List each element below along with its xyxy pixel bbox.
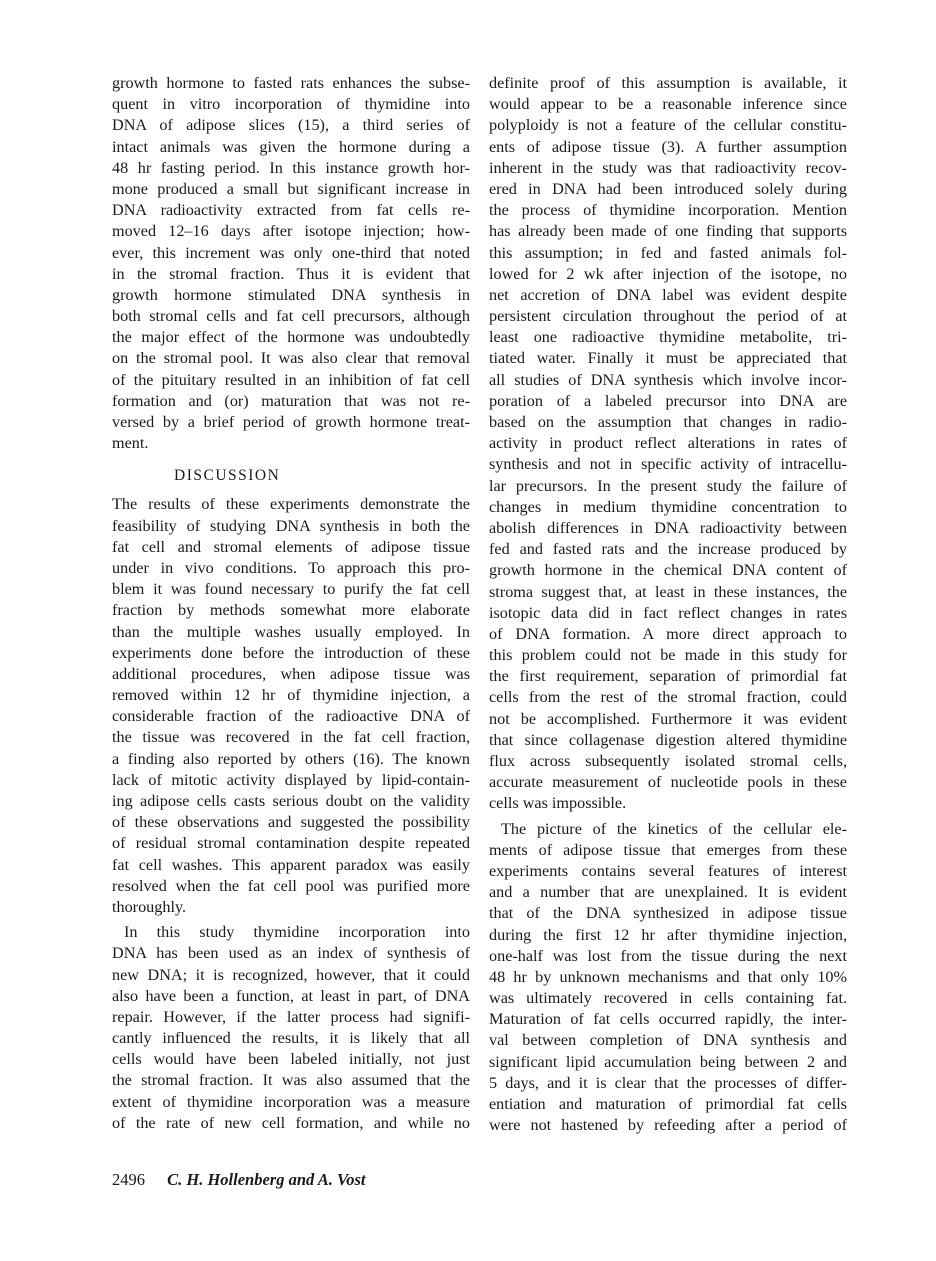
text-line: formation and (or) maturation that was not re- <box>112 391 470 410</box>
text-line: moved 12–16 days after isotope injection; how- <box>112 222 470 241</box>
text-line: The picture of the kinetics of the cellular ele- <box>501 819 847 838</box>
text-line: ments of adipose tissue that emerges from these <box>489 840 847 859</box>
text-line: DNA of adipose slices (15), a third series of <box>112 116 470 135</box>
text-line: In this study thymidine incorporation into <box>124 923 470 942</box>
left-column <box>112 73 470 1138</box>
text-line: experiments done before the introduction of these <box>112 643 470 662</box>
text-line: ents of adipose tissue (3). A further assumption <box>489 137 847 156</box>
text-line: activity in product reflect alterations in rates of <box>489 434 847 453</box>
text-line: cantly influenced the results, it is likely that all <box>112 1029 470 1048</box>
text-line: 48 hr fasting period. In this instance growth hor- <box>112 158 470 177</box>
text-line: persistent circulation throughout the period of at <box>489 307 847 326</box>
text-line: the tissue was recovered in the fat cell fraction, <box>112 728 470 747</box>
text-line: mone produced a small but significant increase in <box>112 179 470 198</box>
text-line: feasibility of studying DNA synthesis in both the <box>112 516 470 535</box>
text-line: both stromal cells and fat cell precursors, although <box>112 307 470 326</box>
text-line: DNA has been used as an index of synthesis of <box>112 944 470 963</box>
text-line: isotopic data did in fact reflect changes in rates <box>489 603 847 622</box>
text-line: lowed for 2 wk after injection of the isotope, no <box>489 264 847 283</box>
text-line: tiated water. Finally it must be appreciated that <box>489 349 847 368</box>
text-line: under in vivo conditions. To approach this pro- <box>112 558 470 577</box>
text-line: of the pituitary resulted in an inhibition of fat cell <box>112 370 470 389</box>
text-line: not be accomplished. Furthermore it was evident <box>489 709 847 728</box>
text-line: this problem could not be made in this study for <box>489 646 847 665</box>
text-line: abolish differences in DNA radioactivity between <box>489 518 847 537</box>
text-line: has already been made of one finding that supports <box>489 222 847 241</box>
text-line: additional procedures, when adipose tissue was <box>112 664 470 683</box>
text-line: least one radioactive thymidine metabolite, tri- <box>489 328 847 347</box>
text-line: cells was impossible. <box>489 794 627 813</box>
text-line: that since collagenase digestion altered thymidine <box>489 730 847 749</box>
text-line: experiments contains several features of interest <box>489 861 847 880</box>
text-line: considerable fraction of the radioactive DNA of <box>112 707 470 726</box>
text-line: fraction by methods somewhat more elaborate <box>112 601 470 620</box>
text-line: net accretion of DNA label was evident despite <box>489 285 847 304</box>
text-line: of residual stromal contamination despite repeated <box>112 834 470 853</box>
text-line: synthesis and not in specific activity of intracellu- <box>489 455 847 474</box>
paragraph <box>112 73 470 454</box>
text-line: than the multiple washes usually employed. In <box>112 622 470 641</box>
text-line: ing adipose cells casts serious doubt on the validity <box>112 792 470 810</box>
text-line: val between completion of DNA synthesis and <box>489 1031 847 1050</box>
right-column <box>489 73 847 1140</box>
text-line: ever, this increment was only one-third that noted <box>112 243 470 262</box>
text-line: resolved when the fat cell pool was purified more <box>112 876 470 895</box>
text-line: the major effect of the hormone was undoubtedly <box>112 328 470 347</box>
text-line: blem it was found necessary to purify the fat cell <box>112 580 470 599</box>
text-line: inherent in the study was that radioactivity recov- <box>489 158 847 177</box>
text-line: quent in vitro incorporation of thymidine into <box>112 95 470 114</box>
text-line: thoroughly. <box>112 897 187 916</box>
text-line: ment. <box>112 434 149 453</box>
text-line: accurate measurement of nucleotide pools in these <box>489 773 847 792</box>
text-line: Maturation of fat cells occurred rapidly, the inter- <box>489 1010 847 1029</box>
paragraph <box>489 73 847 815</box>
text-line: during the first 12 hr after thymidine injection, <box>489 925 847 944</box>
text-line: this assumption; in fed and fasted animals fol- <box>489 243 847 262</box>
text-line: the first requirement, separation of primordial fat <box>489 667 847 686</box>
text-line: 5 days, and it is clear that the processes of differ- <box>489 1073 847 1092</box>
text-line: changes in medium thymidine concentration to <box>489 497 847 516</box>
text-line: growth hormone to fasted rats enhances the subse- <box>112 74 470 92</box>
text-line: the stromal fraction. It was also assumed that the <box>112 1071 470 1090</box>
text-line: and a number that are unexplained. It is evident <box>489 883 847 902</box>
text-line: based on the assumption that changes in radio- <box>489 413 847 431</box>
text-line: removed within 12 hr of thymidine injection, a <box>112 686 470 705</box>
text-line: definite proof of this assumption is available, it <box>489 74 847 92</box>
text-line: lack of mitotic activity displayed by lipid-contain- <box>112 770 470 789</box>
text-line: also have been a function, at least in part, of DNA <box>112 986 470 1005</box>
text-line: DNA radioactivity extracted from fat cells re- <box>112 201 470 220</box>
text-line: of the rate of new cell formation, and while no <box>112 1113 470 1132</box>
text-line: the process of thymidine incorporation. Mention <box>489 201 847 220</box>
text-line: of these observations and suggested the possibility <box>112 813 470 832</box>
text-line: fat cell washes. This apparent paradox was easily <box>112 855 470 874</box>
text-line: were not hastened by refeeding after a period of <box>489 1116 847 1135</box>
text-line: fed and fasted rats and the increase produced by <box>489 540 847 559</box>
text-line: lar precursors. In the present study the failure of <box>489 476 847 495</box>
text-line: of DNA formation. A more direct approach to <box>489 624 847 643</box>
text-line: all studies of DNA synthesis which involve incor- <box>489 370 847 389</box>
text-line: cells would have been labeled initially, not just <box>112 1050 470 1069</box>
text-line: growth hormone in the chemical DNA content of <box>489 561 847 580</box>
text-line: significant lipid accumulation being between 2 and <box>489 1052 847 1071</box>
text-line: that of the DNA synthesized in adipose tissue <box>489 904 847 923</box>
text-line: fat cell and stromal elements of adipose tissue <box>112 537 470 556</box>
page-footer <box>112 1170 365 1190</box>
text-line: on the stromal pool. It was also clear that removal <box>112 349 470 368</box>
text-line: versed by a brief period of growth hormone treat- <box>112 413 470 431</box>
page-number: 2496 <box>112 1170 145 1189</box>
text-line: growth hormone stimulated DNA synthesis in <box>112 285 470 304</box>
text-line: a finding also reported by others (16). The known <box>112 749 470 768</box>
text-line: poration of a labeled precursor into DNA are <box>489 391 847 410</box>
text-line: cells from the rest of the stromal fraction, could <box>489 688 847 707</box>
text-line: ered in DNA had been introduced solely during <box>489 179 847 198</box>
text-line: entiation and maturation of primordial fat cells <box>489 1095 847 1113</box>
text-line: in the stromal fraction. Thus it is evident that <box>112 264 470 283</box>
paragraph <box>489 819 847 1137</box>
text-line: stroma suggest that, at least in these instances, the <box>489 582 847 601</box>
paragraph <box>112 922 470 1134</box>
text-line: flux across subsequently isolated stromal cells, <box>489 752 847 770</box>
text-line: polyploidy is not a feature of the cellular constitu- <box>489 116 847 135</box>
paragraph <box>112 494 470 918</box>
text-line: The results of these experiments demonstrate the <box>112 495 470 514</box>
text-line: intact animals was given the hormone during a <box>112 137 470 156</box>
running-authors: C. H. Hollenberg and A. Vost <box>167 1170 366 1189</box>
section-heading: DISCUSSION <box>174 467 281 485</box>
text-line: was ultimately recovered in cells containing fat. <box>489 989 847 1008</box>
text-line: repair. However, if the latter process had signifi- <box>112 1007 470 1026</box>
text-line: one-half was lost from the tissue during the next <box>489 946 847 965</box>
text-line: would appear to be a reasonable inference since <box>489 95 847 114</box>
text-line: 48 hr by unknown mechanisms and that only 10% <box>489 967 847 986</box>
text-line: new DNA; it is recognized, however, that it could <box>112 965 470 984</box>
text-line: extent of thymidine incorporation was a measure <box>112 1092 470 1111</box>
